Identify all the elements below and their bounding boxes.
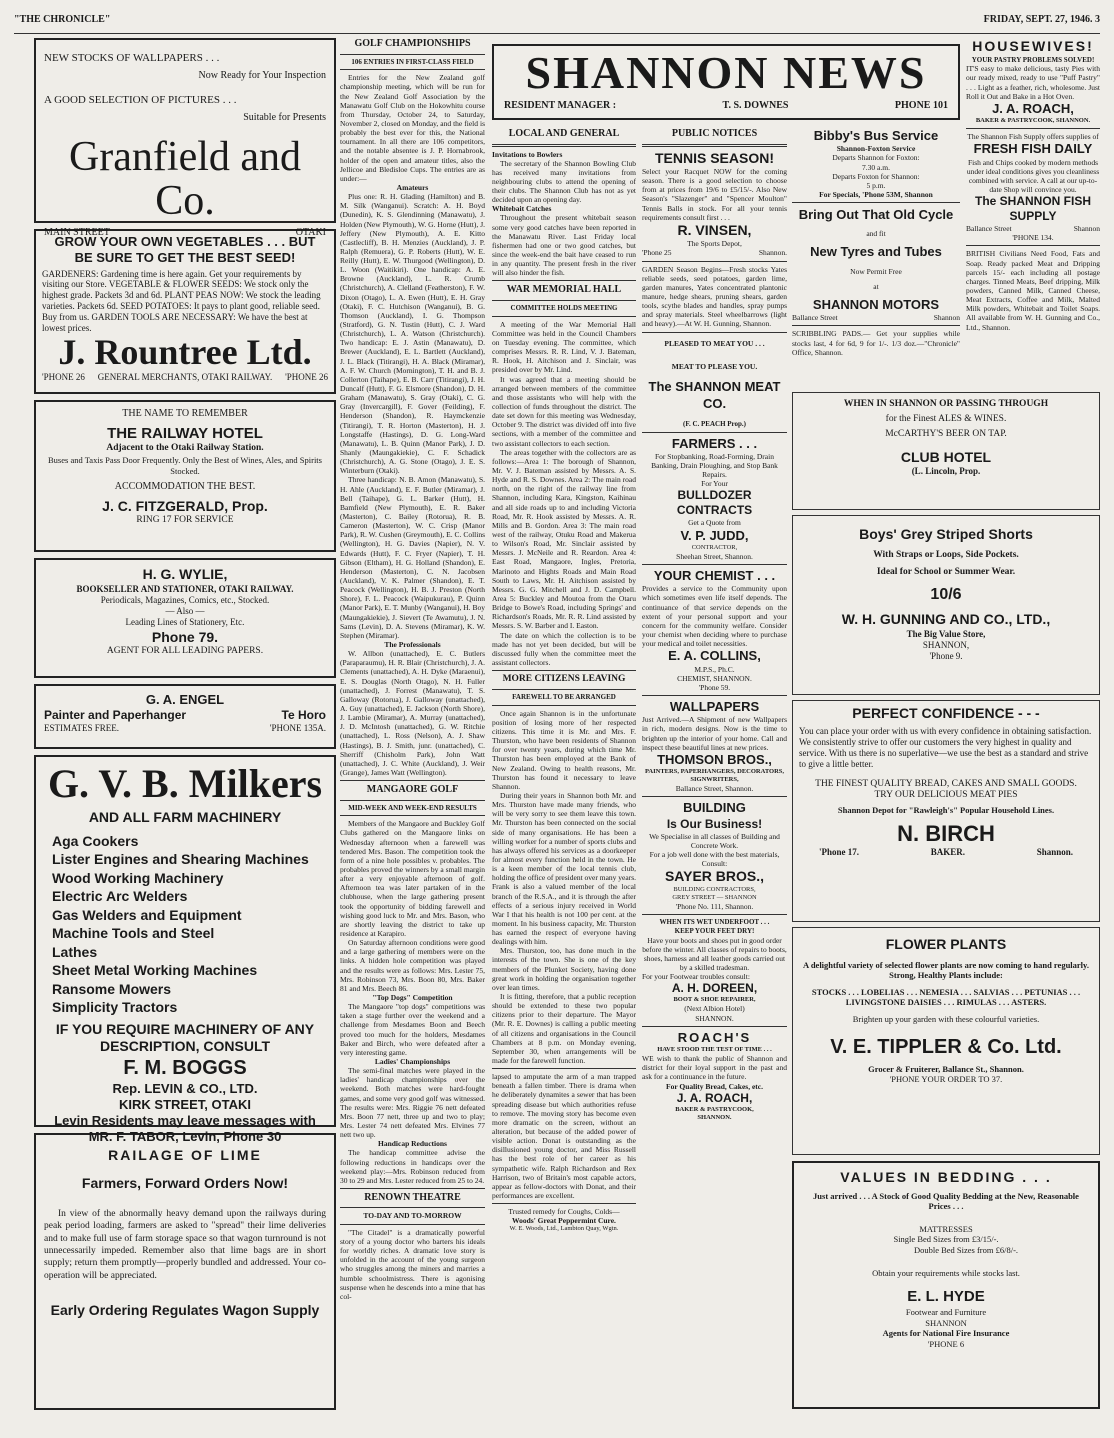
column-golf: GOLF CHAMPIONSHIPS 106 ENTRIES IN FIRST-CLASS FIELD Entries for the New Zealand golf championship meeting, which will be run for the New Zealand Golf Association by the Manawatu Golf Club on the Hokowhitu course from Thursday, October 24, to Saturday, November 2, closed on Monday, and the field is probably the best ever for this, the National tournament. In all there are 106 competitors, and the notable absentee is J. P. Hornabrook, holder of the open and amateur titles, also the Jellicoe and Bledisloe Cups. The entries are as under:— Amateurs Plus one: R. H. Glading (Hamilton) and B. M. Silk (Wanganui). Scratch: A. H. Boyd (Dunedin), K. S. Glendinning (Manawatu), J. Holden (New Plymouth), W. G. Horne (Hutt), J. Jeffery (New Plymouth), A. E. Kitto (Castlecliff), B. H. Menzies (Auckland), J. P. Ralph (Remuera), G. P. Roberts (Hutt), W. E. Reilly (Hutt), E. W. Thurgood (Wellington), D. L. Woon (Waitikiri). One handicap: A. E. Browne (Auckland), L. R. Crumb (Christchurch), A. Clelland (Featherston), F. W. Dixon (Otago), L. A. Ewen (Hutt), E. H. Gray (Otaki), F. C. Hutchison (Wanganui), B. G. Thomson (Auckland), I. G. Thompson (Stratford), G. N. Tustin (Hutt), C. J. Ward (Christchurch), L. A. Watson (Christchurch). Two handicap: E. J. Astin (Manawatu), D. Brewer (Auckland), E. L. Bartlett (Auckland), J. L. Black (Titirangi), H. A. Black (Miramar), A. F. W. Church (Mornington), T. H. and B. J. Collerton (Taihape), E. B. Carr (Titirangi), J. H. Duncalf (Hutt), F. G. Elsmore (Shandon), D. H. Graham (Manawatu), S. Gray (Otaki), C. G. Gray (Invercargill), F. Gover (Feilding), F. Henderson (Shandon), R. Haymckenzie (Titirangi), T. R. Horton (Masterton), H. J. Longstaffe (Hastings), D. G. Long-Ward (Manawatu), L. B. Quinn (Manor Park), J. D. Shanly (Maungakiekie), C. F. Schadick (Christchurch), A. G. Stone (Otago), J. E. S. Winterburn (Otaki). Three handicap: N. B. Amon (Manawatu), S. H. Ahle (Auckland), E. F. Butler (Miramar), J. Bell (Taihape), G. L. Barker (Hutt), H. Bamfield (New Plymouth), E. R. Baker (Masterton), C. Bailey (Rotorua), R. B. Cameron (Masterton), W. C. Crisp (Manor Park), R. W. Cushen (Greymouth), E. C. Collins (Wellington), H. G. Davies (Napier), N. V. Edwards (Hutt), F. C. Fryer (Napier), T. H. Gibson (Eltham), H. G. Holland (Shandon), E. Henderson (Masterton), C. N. Jacobsen (Auckland), V. K. Palmer (Shandon), E. T. Peacock (Wellington), H. B. J. Preston (North Shore), F. L. Peacock (Waipukurau), P. Quinn (Manor Park), E. T. Munby (Wanganui), H. Boy (Maungakiekie), J. Sievert (Te Awamutu), J. N. Sams (Levin), D. A. Stevens (Miramar), K. W. Stephen (Miramar). The Professionals W. Allbon (unattached), E. C. Butlers (Paraparaumu), H. R. Blair (Christchurch), J. A. Clements (unattached), A. H. Dyke (Maraenui), E. S. Douglas (North Otago), N. H. Fuller (unattached), J. Forrest (Manawatu), T. S. Galloway (Rotorua), J. Galloway (unattached), A. Guy (unattached), E. Jackson (North Shore), J. Lambie (Miramar), A. Murray (unattached), J. D. McIntosh (unattached), G. W. Ritchie (unattached), L. Ross (Nelson), A. J. Shaw (Hastings), B. J. Smith, junr. (unattached), C. Sherriff (Chisholm Park), John Watt (unattached), J. C. White (Auckland), J. Weir (Grange), James Watt (Wellington). MANGAORE GOLF MID-WEEK AND WEEK-END RESULTS Members of the Mangaore and Buckley Golf Clubs gathered on the Mangaore links on Wednesday afternoon when a farewell was tendered Mrs. Bason. The competition took the form of a nine hole possibles v. probables. The probables proved the winners by a small margin after a very enjoyable afternoon of golf. Afternoon tea was later partaken of in the clubhouse, when the large gathering present took the opportunity of bidding farewell and wishing good luck to Mr. and Mrs. Bason, who are shortly leaving the district to take up residence at Karapiro. On Saturday afternoon conditions were good and a large gathering of members were on the links. A hidden hole competition was played and the results were as follows: Mrs. Lester 75, Mrs. Robinson 73, Mrs. Boon 80, Mrs. Baker 81 and Mrs. Beech 86. "Top Dogs" Competition The Mangaore "top dogs" competitions was taken a stage further over the weekend and a challenge from Mesdames Boon and Beech proved too much for the holders, Mesdames Baker and Birch, who were defeated after a very interesting game. Ladies' Championships The semi-final matches were played in the ladies' handicap championships over the weekend. Both matches were hard-fought games, and some very good golf was witnessed. The results were: Mrs. Riggie 76 nett defeated Mrs. Boon 77 nett, three up and two to play; Mrs. Lester 74 nett defeated Mrs. Elvines 77 nett two up. Handicap Reductions The handicap committee advise the following reductions in handicaps over the weekend play:—Mrs. Robinson reduced from 30 to 29 and Mrs. Lester reduced from 25 to 24. RENOWN THEATRE TO-DAY AND TO-MORROW "The Citadel" is a dramatically powerful story of a young doctor who barters his ideals for worldly riches. A dramatic love story is unfolded in the account of the young surgeon who struggles among the miners and marries a humble schoolmistress. There is agonising suspense when he descends into a mine that has col-	[340, 38, 485, 1301]
column-local-general: LOCAL AND GENERAL Invitations to Bowlers The secretary of the Shannon Bowling Club has received many invitations from neighbouring clubs to attend the opening of their clubs. The Shannon Club has not as yet decided upon an opening day. Whitebait Catches Throughout the present whitebait season some very good catches have been reported in the Manawatu River. Last Friday local fishermen had one or two good catches, but since the week-end the bait have ceased to run in any quantity. The present fresh in the river will also hinder the fish. WAR MEMORIAL HALL COMMITTEE HOLDS MEETING A meeting of the War Memorial Hall Committee was held in the Council Chambers on Tuesday evening. The committee, which comprises Messrs. R. R. Lind, V. J. Bateman, R. Hook, H. Aitchison and J. Sinclair, was presided over by Mr. Lind. It was agreed that a meeting should be arranged between members of the committee and those assistants who will help with the collection of funds throughout the district. The date set down for this meeting was Wednesday, October 9. The district was divided off into five sections, with a member of the committee and two assistant collectors to each section. The areas together with the collectors are as follows:—Area 1: The borough of Shannon, Mr. V. J. Bateman assisted by Messrs. A. S. Hyde and R. S. Downes. Area 2: The main road north, on the right of the railway line from Shannon, including Kara, Kingston, Kaihinau and all side roads up to and including Victoria Road, Mr. R. Hook assisted by Messrs. A. R. Mills and B. Gordon. Area 3: The main road west of the railway, Otuku Road and Makerua to Wilson's Road, Mr. Sinclair assisted by Messrs. J. McNeile and R. Reardon. Area 4: East Road, Mangaore, Ingles, Pretoria, Marinoto and Hights Roads and Main Road South to Laws, Mr. H. Aitchison assisted by Messrs. G. G. Mitchell and J. D. Campbell. Area 5: Buckley and Moutoa from the Otaru Bridge to Bowe's Road, including Springs' and Richardson's Roads, Mr. R. R. Lind assisted by Messrs. S. W. Barber and I. Easton. The date on which the collection is to be made has not yet been decided, but will be discussed fully when the committee meet the assistant collectors. MORE CITIZENS LEAVING FAREWELL TO BE ARRANGED Once again Shannon is in the unfortunate position of losing more of her respected citizens. This time it is Mr. and Mrs. F. Thurston, who have been residents of Shannon for over twenty years, during which time Mr. Thurston has been employed at the Bank of New Zealand. Owing to health reasons, Mr. Thurston has found it necessary to leave Shannon. During their years in Shannon both Mr. and Mrs. Thurston have made many friends, who will be very sorry to see them leave this town. Mr. Thurston has been connected on the social side of many organisations. He has been a willing worker for a number of sports clubs and has always offered his services as a doorkeeper for almost every function held in the town. He is a keen member of the local tennis club, holding the office of president over many years. Frank is also a valued member of the local branch of the R.S.A., and it is through the after effects of a serious injury received in World War I that his health is not 100 per cent. at the moment. In his business capacity, Mr. Thurston has earned the respect of everyone having dealings with him. Mrs. Thurston, too, has done much in the interests of the town. She is one of the key members of the Plunket Society, having done great work in holding the organisation together over lean times. It is fitting, therefore, that a public reception should be extended to these two popular citizens prior to their departure. The Mayor (Mr. R. E. Downes) is calling a public meeting of all citizens and organisations in the Council Chambers at 8 p.m. on Monday evening, September 30, when arrangements will be made for the farewell function. lapsed to amputate the arm of a man trapped beneath a fallen timber. There is drama when he deliberately dynamites a sewer that has been spreading disease but which authorities refuse to remove. The moving story has become even more dramatic on the screen, without an alteration, but because of the added power of visible action. Donat is outstanding as the disillusioned young doctor, and Miss Russell has the best role of her career as his sympathetic wife. Ralph Richardson and Rex Harrison, two of Britain's most capable actors, appear as fellow-doctors with Donat, and their performances are excellent. Trusted remedy for Coughs, Colds— Woods' Great Peppermint Cure. W. E. Woods, Ltd., Lambton Quay, Wgtn.	[492, 128, 636, 1233]
railage-lime-ad: RAILAGE OF LIME Farmers, Forward Orders Now! In view of the abnormally heavy demand upon the railways during peak period loading, farmers are asked to "spread" their lime deliveries and to make full use of farm storage space so that wagon turnround is not unnecessarily impeded. Remember also that lime bags are in short supply; return them promptly—properly bundled and addressed. Your co-operation will be appreciated. Early Ordering Regulates Wagon Supply	[34, 1133, 336, 1410]
perfect-confidence-ad: PERFECT CONFIDENCE - - - You can place your order with us with every confidence in obtaining satisfaction. We consistently strive to offer our customers the very highest in quality and service. With us there is no superlative—we use the best as a standard and strive to give a little better. THE FINEST QUALITY BREAD, CAKES AND SMALL GOODS. TRY OUR DELICIOUS MEAT PIES Shannon Depot for "Rawleigh's" Popular Household Lines. N. BIRCH 'Phone 17. BAKER. Shannon.	[792, 700, 1100, 922]
wylie-ad: H. G. WYLIE, BOOKSELLER AND STATIONER, OTAKI RAILWAY. Periodicals, Magazines, Comics, etc., Stocked. — Also — Leading Lines of Stationery, Etc. Phone 79. AGENT FOR ALL LEADING PAPERS.	[34, 558, 336, 678]
column-public-notices: PUBLIC NOTICES TENNIS SEASON! Select your Racquet NOW for the coming season. There is a good selection to choose from at prices from 19/6 to £5/15/-. Also New Season's "Slazenger" and "Spencer Moulton" Tennis Balls in stock. For all your tennis requirements consult first . . . R. VINSEN, The Sports Depot, 'Phone 25 Shannon. GARDEN Season Begins—Fresh stocks Yates reliable seeds, seed potatoes, garden lime, garden manures, Yates concentrated plantonic manure, hedge shears, pruning shears, garden tools, scythe blades and handles, spray pumps and spray materials. Steel wheelbarrows (light and heavy).—At W. H. Gunning, Shannon. PLEASED TO MEAT YOU . . . MEAT TO PLEASE YOU. The SHANNON MEAT CO. (F. C. PEACH Prop.) FARMERS . . . For Stopbanking, Road-Forming, Drain Banking, Drain Ploughing, and Stop Bank Repairs. For Your BULLDOZER CONTRACTS Get a Quote from V. P. JUDD, CONTRACTOR, Sheehan Street, Shannon. YOUR CHEMIST . . . Provides a service to the Community upon which sometimes even life itself depends. The continuance of that service depends on the extent of your personal support and your concern for the community welfare. Consider your chemist when deciding where to purchase your medical and toilet necessities. E. A. COLLINS, M.P.S., Ph.C. CHEMIST, SHANNON. 'Phone 59. WALLPAPERS Just Arrived.—A Shipment of new Wallpapers in rich, modern designs. Now is the time to brighten up the interior of your home. Call and inspect these beautiful lines at new prices. THOMSON BROS., PAINTERS, PAPERHANGERS, DECORATORS, SIGNWRITERS, Ballance Street, Shannon. BUILDING Is Our Business! We Specialise in all classes of Building and Concrete Work. For a job well done with the best materials, Consult: SAYER BROS., BUILDING CONTRACTORS, GREY STREET — SHANNON 'Phone No. 111, Shannon. WHEN ITS WET UNDERFOOT . . . KEEP YOUR FEET DRY! Have your boots and shoes put in good order before the winter. All classes of repairs to boots, shoes, harness and all leather goods carried out by a skilled tradesman. For your Footwear troubles consult: A. H. DOREEN, BOOT & SHOE REPAIRER, (Next Albion Hotel) SHANNON. ROACH'S HAVE STOOD THE TEST OF TIME . . . WE wish to thank the public of Shannon and district for their loyal support in the past and ask for a continuance in the future. For Quality Bread, Cakes, etc. J. A. ROACH, BAKER & PASTRYCOOK, SHANNON.	[642, 128, 787, 1121]
rountree-ad: GROW YOUR OWN VEGETABLES . . . BUT BE SURE TO GET THE BEST SEED! GARDENERS: Gardening time is here again. Get your requirements by visiting our Store. VEGETABLE & FLOWER SEEDS: We stock only the highest grade. Packets 3d and 6d. PLANT PEAS NOW: We stock the leading varieties. Packets 6d. SEED POTATOES: It pays to plant good, reliable seed. Buy from us. GARDEN TOOLS ARE NECESSARY: We have the best at lowest prices. J. Rountree Ltd. 'PHONE 26 GENERAL MERCHANTS, OTAKI RAILWAY. 'PHONE 26	[34, 229, 336, 394]
rountree-name: J. Rountree Ltd.	[58, 332, 312, 373]
granfield-ad: NEW STOCKS OF WALLPAPERS . . . Now Ready for Your Inspection A GOOD SELECTION OF PICTURES . . . Suitable for Presents Granfield and Co. MAIN STREET OTAKI	[34, 38, 336, 223]
column-advertisements-left	[34, 38, 336, 1433]
column-housewives: HOUSEWIVES! YOUR PASTRY PROBLEMS SOLVED! IT'S easy to make delicious, tasty Pies with our ready mixed, ready to use "Puff Pastry" . . . Light as a feather, rich, wholesome. Just Roll it Out and Bake in a Hot Oven. J. A. ROACH, BAKER & PASTRYCOOK, SHANNON. The Shannon Fish Supply offers supplies of FRESH FISH DAILY Fish and Chips cooked by modern methods under ideal conditions gives you cleanliness combined with service. A call at our up-to-date Shop will convince you. The SHANNON FISH SUPPLY Ballance Street Shannon 'PHONE 134. BRITISH Civilians Need Food, Fats and Soap. Ready packed Meat and Dripping parcels 15/- each including all postage charges. Tinned Meats, Beef dripping, Milk powders, Canned Milk, Canned Cheese, Meat Extracts, Coffee and Milk, Malted Milk powders, Whitebait and Toilet Soaps. All available from W. H. Gunning and Co., Ltd., Shannon.	[966, 38, 1100, 332]
club-hotel-ad: WHEN IN SHANNON OR PASSING THROUGH for the Finest ALES & WINES. McCARTHY'S BEER ON TAP. CLUB HOTEL (L. Lincoln, Prop.	[792, 392, 1100, 510]
flower-plants-ad: FLOWER PLANTS A delightful variety of selected flower plants are now coming to hand regularly. Strong, Healthy Plants include: STOCKS . . . LOBELIAS . . . NEMESIA . . . SALVIAS . . . PETUNIAS . . . LIVINGSTONE DAISIES . . . RIMULAS . . . ASTERS. Brighten up your garden with these colourful varieties. V. E. TIPPLER & Co. Ltd. Grocer & Fruiterer, Ballance St., Shannon. 'PHONE YOUR ORDER TO 37.	[792, 927, 1100, 1155]
railway-hotel-ad: THE NAME TO REMEMBER THE RAILWAY HOTEL Adjacent to the Otaki Railway Station. Buses and Taxis Pass Door Frequently. Only the Best of Wines, Ales, and Spirits Stocked. ACCOMMODATION THE BEST. J. C. FITZGERALD, Prop. RING 17 FOR SERVICE	[34, 400, 336, 552]
gvb-milkers-ad: G. V. B. Milkers AND ALL FARM MACHINERY Aga Cookers Lister Engines and Shearing Machines Wood Working Machinery Electric Arc Welders Gas Welders and Equipment Machine Tools and Steel Lathes Sheet Metal Working Machines Ransome Mowers Simplicity Tractors IF YOU REQUIRE MACHINERY OF ANY DESCRIPTION, CONSULT F. M. BOGGS Rep. LEVIN & CO., LTD. KIRK STREET, OTAKI Levin Residents may leave messages with MR. F. TABOR, Levin, Phone 30	[34, 755, 336, 1127]
boys-shorts-ad: Boys' Grey Striped Shorts With Straps or Loops, Side Pockets. Ideal for School or Summer Wear. 10/6 W. H. GUNNING AND CO., LTD., The Big Value Store, SHANNON, 'Phone 9.	[792, 515, 1100, 695]
granfield-name: Granfield and Co.	[68, 133, 302, 224]
column-bus-motors: Bibby's Bus Service Shannon-Foxton Service Departs Shannon for Foxton: 7.30 a.m. Departs Foxton for Shannon: 5 p.m. For Specials, 'Phone 53M, Shannon Bring Out That Old Cycle and fit New Tyres and Tubes Now Permit Free at SHANNON MOTORS Ballance Street Shannon SCRIBBLING PADS.— Get your supplies while stocks last, 4 for 6d, 9 for 1/-. 1/3 doz.—"Chronicle" Office, Shannon.	[792, 128, 960, 357]
values-in-bedding-ad: VALUES IN BEDDING . . . Just arrived . . . A Stock of Good Quality Bedding at the New, Reasonable Prices . . . MATTRESSES Single Bed Sizes from £3/15/-. Double Bed Sizes from £6/8/-. Obtain your requirements while stocks last. E. L. HYDE Footwear and Furniture SHANNON Agents for National Fire Insurance 'PHONE 6	[792, 1161, 1100, 1409]
engel-ad: G. A. ENGEL Painter and Paperhanger Te Horo ESTIMATES FREE. 'PHONE 135A.	[34, 684, 336, 749]
machinery-list: Aga Cookers Lister Engines and Shearing Machines Wood Working Machinery Electric Arc Welders Gas Welders and Equipment Machine Tools and Steel Lathes Sheet Metal Working Machines Ransome Mowers Simplicity Tractors	[52, 832, 309, 1015]
shannon-news-masthead: SHANNON NEWS RESIDENT MANAGER : T. S. DOWNES PHONE 101	[492, 44, 960, 120]
page-date: FRIDAY, SEPT. 27, 1946. 3	[983, 14, 1100, 25]
column-right-ads	[792, 392, 1100, 1432]
page-header	[14, 14, 1100, 34]
paper-name: "THE CHRONICLE"	[14, 14, 111, 25]
